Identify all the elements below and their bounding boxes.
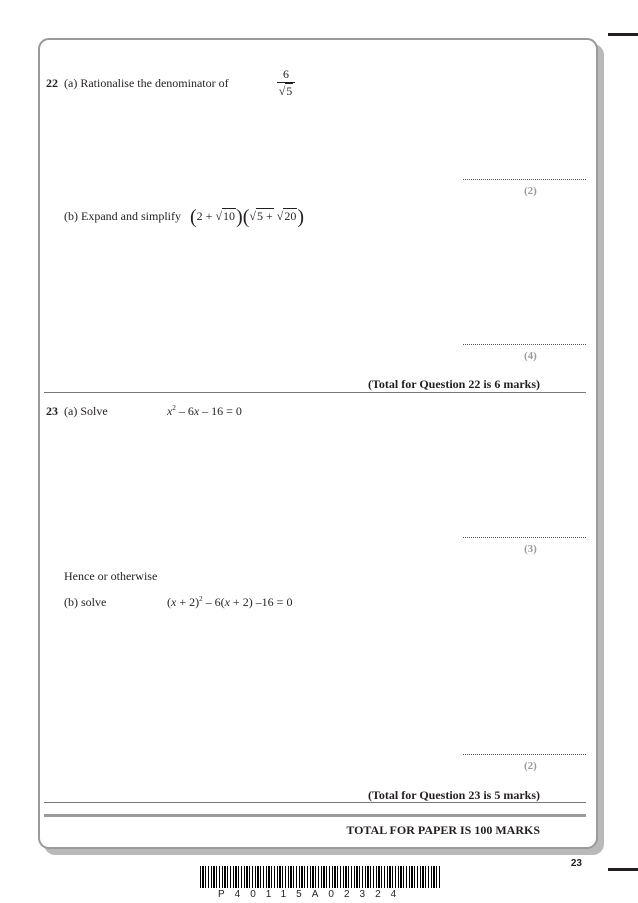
question-number: 22 [46,76,58,90]
fraction-6-over-root5 [277,67,295,98]
paper-total: TOTAL FOR PAPER IS 100 MARKS [346,823,540,837]
page-number: 23 [570,858,582,869]
question-number: 23 [46,404,58,418]
marks-23b: (2) [524,760,537,772]
equation-23b: $(x + 2)^2 - 6(x + 2)$ –16 = 0 [167,595,293,609]
total-question-23: (Total for Question 23 is 5 marks) [367,788,540,802]
answer-line-22b[interactable] [463,344,586,345]
hence-text: Hence or otherwise [64,569,158,583]
divider-thick [44,814,586,817]
question-text: (a) Rationalise the denominator of [64,76,229,90]
edge-mark-top [608,33,638,36]
barcode-text: P40115A02324 [218,889,407,900]
marks-23a: (3) [524,543,537,555]
equation-23a: $x^2 - 6x - 16 = 0$ [167,404,242,418]
question-23-part-b: (b) solve [64,595,107,609]
edge-mark-bottom [608,868,638,871]
answer-line-22a[interactable] [463,179,586,180]
divider-23-end [44,802,586,803]
question-22-part-b [64,206,305,228]
answer-line-23a[interactable] [463,537,586,538]
expression-22b: (2 + √10)(√5 + √20) [189,206,305,228]
question-23-part-a [46,404,108,419]
marks-22b: (4) [524,350,537,362]
total-question-22: (Total for Question 22 is 6 marks) [367,377,540,391]
marks-22a: (2) [524,185,537,197]
divider-22-23 [44,392,586,393]
fraction-denominator: √5 [278,84,293,98]
page-frame [38,38,598,849]
question-text: (a) Solve [64,404,108,418]
barcode [200,866,440,888]
question-text: (b) Expand and simplify [64,209,181,223]
answer-line-23b[interactable] [463,754,586,755]
question-22-part-a [46,76,229,91]
fraction-numerator: 6 [283,67,289,81]
